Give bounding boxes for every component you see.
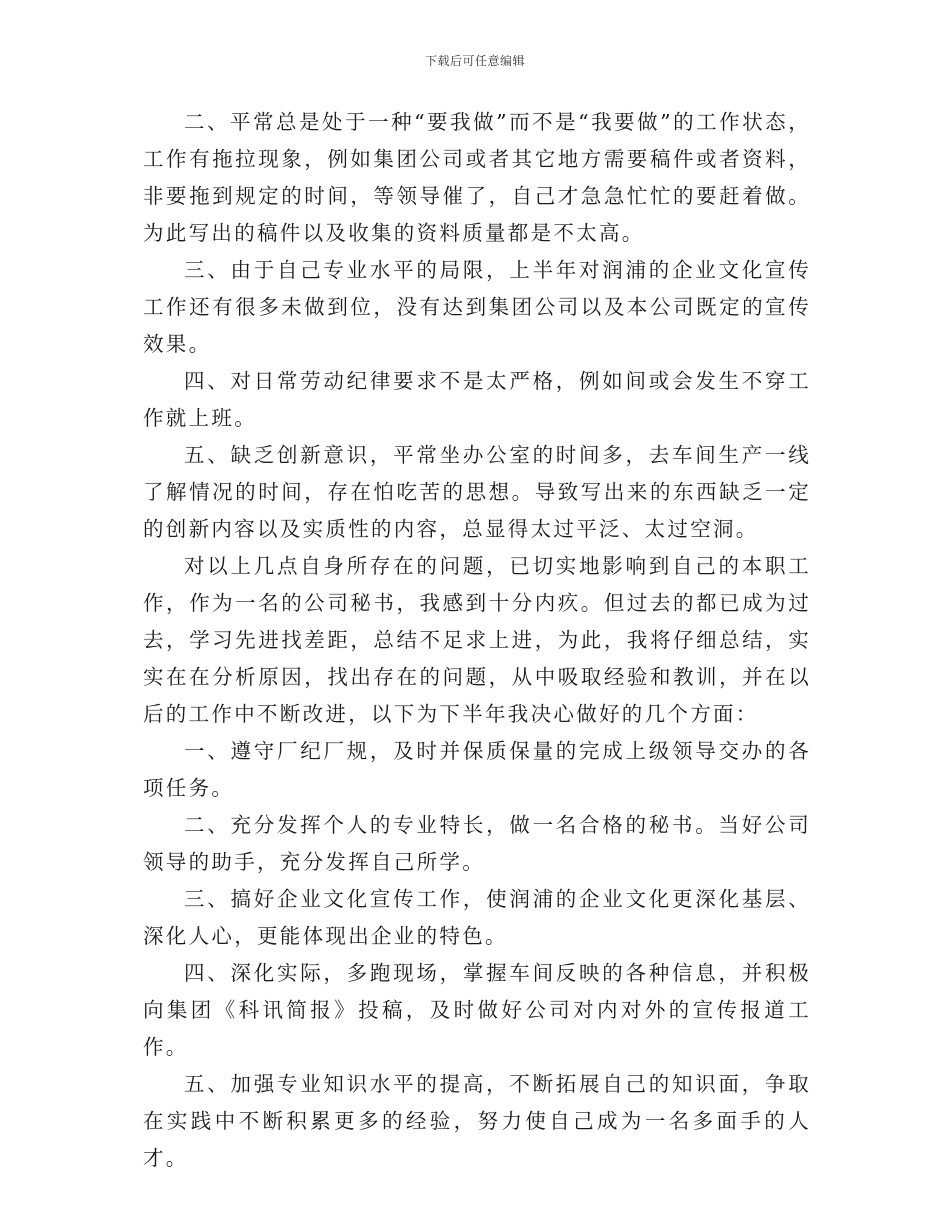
document-body xyxy=(143,104,811,1177)
paragraph: 四、对日常劳动纪律要求不是太严格，例如间或会发生不穿工作就上班。 xyxy=(143,369,811,430)
paragraph: 二、充分发挥个人的专业特长，做一名合格的秘书。当好公司领导的助手，充分发挥自己所学。 xyxy=(143,813,811,874)
paragraph: 对以上几点自身所存在的问题，已切实地影响到自己的本职工作，作为一名的公司秘书，我感到十分内疚。但过去的都已成为过去，学习先进找差距，总结不足求上进，为此，我将仔细总结，实实在在分析原因，找出存在的问题，从中吸取经验和教训，并在以后的工作中不断改进，以下为下半年我决心做好的几个方面： xyxy=(143,554,811,726)
paragraph: 四、深化实际，多跑现场，掌握车间反映的各种信息，并积极向集团《科讯简报》投稿，及时做好公司对内对外的宣传报道工作。 xyxy=(143,961,811,1059)
paragraph: 三、搞好企业文化宣传工作，使润浦的企业文化更深化基层、深化人心，更能体现出企业的特色。 xyxy=(143,887,811,948)
paragraph: 一、遵守厂纪厂规，及时并保质保量的完成上级领导交办的各项任务。 xyxy=(143,739,811,800)
paragraph: 三、由于自己专业水平的局限，上半年对润浦的企业文化宣传工作还有很多未做到位，没有达到集团公司以及本公司既定的宣传效果。 xyxy=(143,258,811,356)
page-header: 下载后可任意编辑 xyxy=(424,54,525,68)
paragraph: 二、平常总是处于一种“要我做”而不是“我要做”的工作状态，工作有拖拉现象，例如集团公司或者其它地方需要稿件或者资料，非要拖到规定的时间，等领导催了，自己才急急忙忙的要赶着做。为此写出的稿件以及收集的资料质量都是不太高。 xyxy=(143,110,811,245)
paragraph: 五、加强专业知识水平的提高，不断拓展自己的知识面，争取在实践中不断积累更多的经验，努力使自己成为一名多面手的人才。 xyxy=(143,1072,811,1170)
paragraph: 五、缺乏创新意识，平常坐办公室的时间多，去车间生产一线了解情况的时间，存在怕吃苦的思想。导致写出来的东西缺乏一定的创新内容以及实质性的内容，总显得太过平泛、太过空洞。 xyxy=(143,443,811,541)
